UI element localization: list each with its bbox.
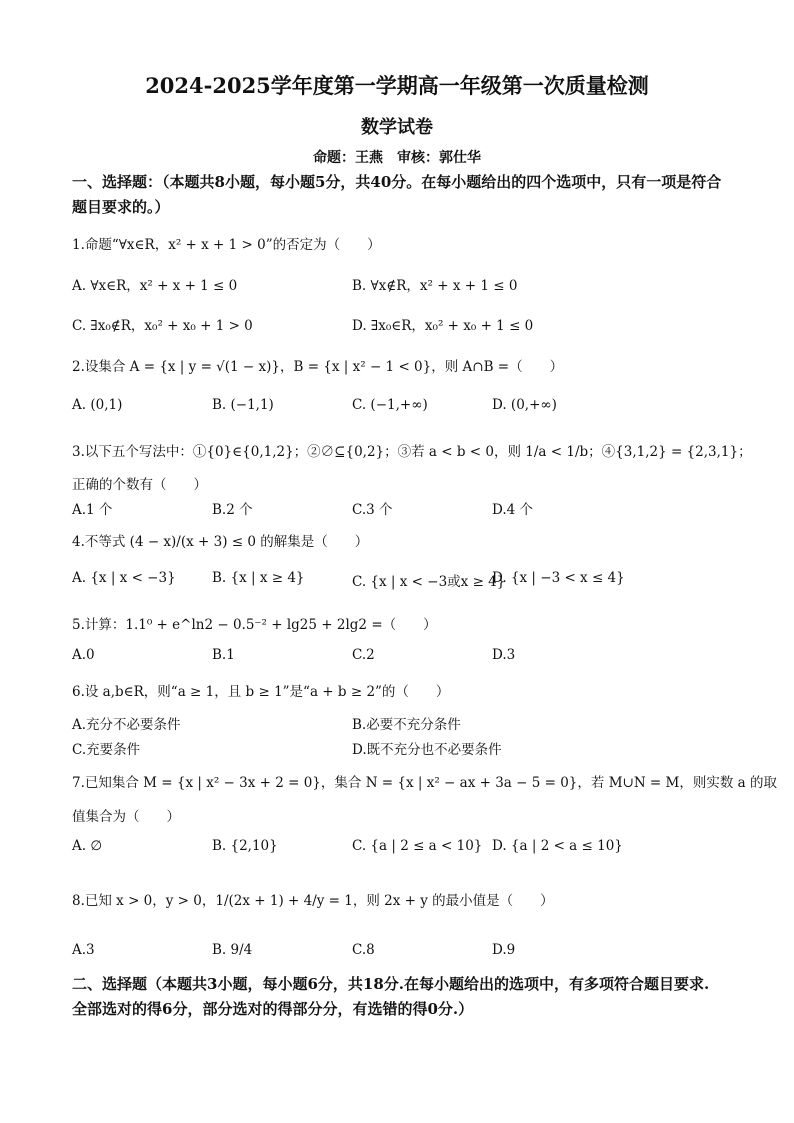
question-4-option-b: B. {x | x ≥ 4}: [212, 570, 305, 586]
question-3-option-c: C.3 个: [352, 502, 393, 518]
question-4-option-c: C. {x | x < −3或x ≥ 4}: [352, 574, 506, 590]
question-7-option-a: A. ∅: [72, 838, 103, 854]
question-3-stem: 3.以下五个写法中：①{0}∈{0,1,2}；②∅⊆{0,2}；③若 a < b < 0，则 1/a < 1/b；④{3,1,2} = {2,3,1}；: [72, 444, 752, 460]
question-4-option-a: A. {x | x < −3}: [72, 570, 176, 586]
question-7-option-c: C. {a | 2 ≤ a < 10}: [352, 838, 483, 854]
question-6-option-a: A.充分不必要条件: [72, 717, 181, 733]
question-1-option-c: C. ∃x₀∉R，x₀² + x₀ + 1 > 0: [72, 318, 253, 334]
question-8-option-d: D.9: [492, 942, 516, 958]
question-7-option-d: D. {a | 2 < a ≤ 10}: [492, 838, 623, 854]
question-4-stem: 4.不等式 (4 − x)/(x + 3) ≤ 0 的解集是（ ）: [72, 534, 369, 550]
exam-subtitle: 数学试卷: [361, 117, 433, 138]
section-2-heading: 二、选择题（本题共3小题，每小题6分，共18分.在每小题给出的选项中，有多项符合题目要求.全部选对的得6分，部分选对的得部分分，有选错的得0分.）: [72, 975, 710, 1018]
question-7-stem-continued: 值集合为（ ）: [72, 809, 180, 825]
question-2-option-c: C. (−1,+∞): [352, 397, 428, 413]
question-3-option-b: B.2 个: [212, 502, 253, 518]
question-8-option-c: C.8: [352, 942, 375, 958]
question-2-option-b: B. (−1,1): [212, 397, 274, 413]
question-1-stem: 1.命题“∀x∈R，x² + x + 1 > 0”的否定为（ ）: [72, 237, 381, 253]
question-5-option-b: B.1: [212, 647, 235, 663]
question-2-option-d: D. (0,+∞): [492, 397, 557, 413]
question-7-stem: 7.已知集合 M = {x | x² − 3x + 2 = 0}，集合 N = {x | x² − ax + 3a − 5 = 0}，若 M∪N = M，则实数 a 的取: [72, 775, 777, 791]
question-1-option-a: A. ∀x∈R，x² + x + 1 ≤ 0: [72, 278, 238, 294]
exam-title: 2024-2025学年度第一学期高一年级第一次质量检测: [145, 73, 649, 98]
exam-authors: 命题：王燕 审核：郭仕华: [313, 150, 481, 166]
question-8-stem: 8.已知 x > 0，y > 0，1/(2x + 1) + 4/y = 1，则 2x + y 的最小值是（ ）: [72, 893, 554, 909]
question-1-option-b: B. ∀x∉R，x² + x + 1 ≤ 0: [352, 278, 518, 294]
question-3-option-a: A.1 个: [72, 502, 113, 518]
question-5-stem: 5.计算：1.1⁰ + e^ln2 − 0.5⁻² + lg25 + 2lg2 =（ ）: [72, 617, 437, 633]
question-5-option-a: A.0: [72, 647, 95, 663]
question-3-stem-continued: 正确的个数有（ ）: [72, 477, 207, 493]
question-5-option-c: C.2: [352, 647, 375, 663]
section-1-heading: 一、选择题：（本题共8小题，每小题5分，共40分。在每小题给出的四个选项中，只有一项是符合题目要求的。）: [72, 173, 722, 216]
question-2-stem: 2.设集合 A = {x | y = √(1 − x)}，B = {x | x² − 1 < 0}，则 A∩B =（ ）: [72, 359, 564, 375]
question-1-option-d: D. ∃x₀∈R，x₀² + x₀ + 1 ≤ 0: [352, 318, 534, 334]
question-3-option-d: D.4 个: [492, 502, 534, 518]
question-8-option-b: B. 9/4: [212, 942, 253, 958]
question-6-option-b: B.必要不充分条件: [352, 717, 461, 733]
question-6-option-c: C.充要条件: [72, 742, 141, 758]
question-4-option-d: D. {x | −3 < x ≤ 4}: [492, 570, 625, 586]
question-7-option-b: B. {2,10}: [212, 838, 278, 854]
question-6-option-d: D.既不充分也不必要条件: [352, 742, 502, 758]
question-6-stem: 6.设 a,b∈R，则“a ≥ 1，且 b ≥ 1”是“a + b ≥ 2”的（ ）: [72, 684, 450, 700]
question-2-option-a: A. (0,1): [72, 397, 123, 413]
question-8-option-a: A.3: [72, 942, 95, 958]
question-5-option-d: D.3: [492, 647, 516, 663]
